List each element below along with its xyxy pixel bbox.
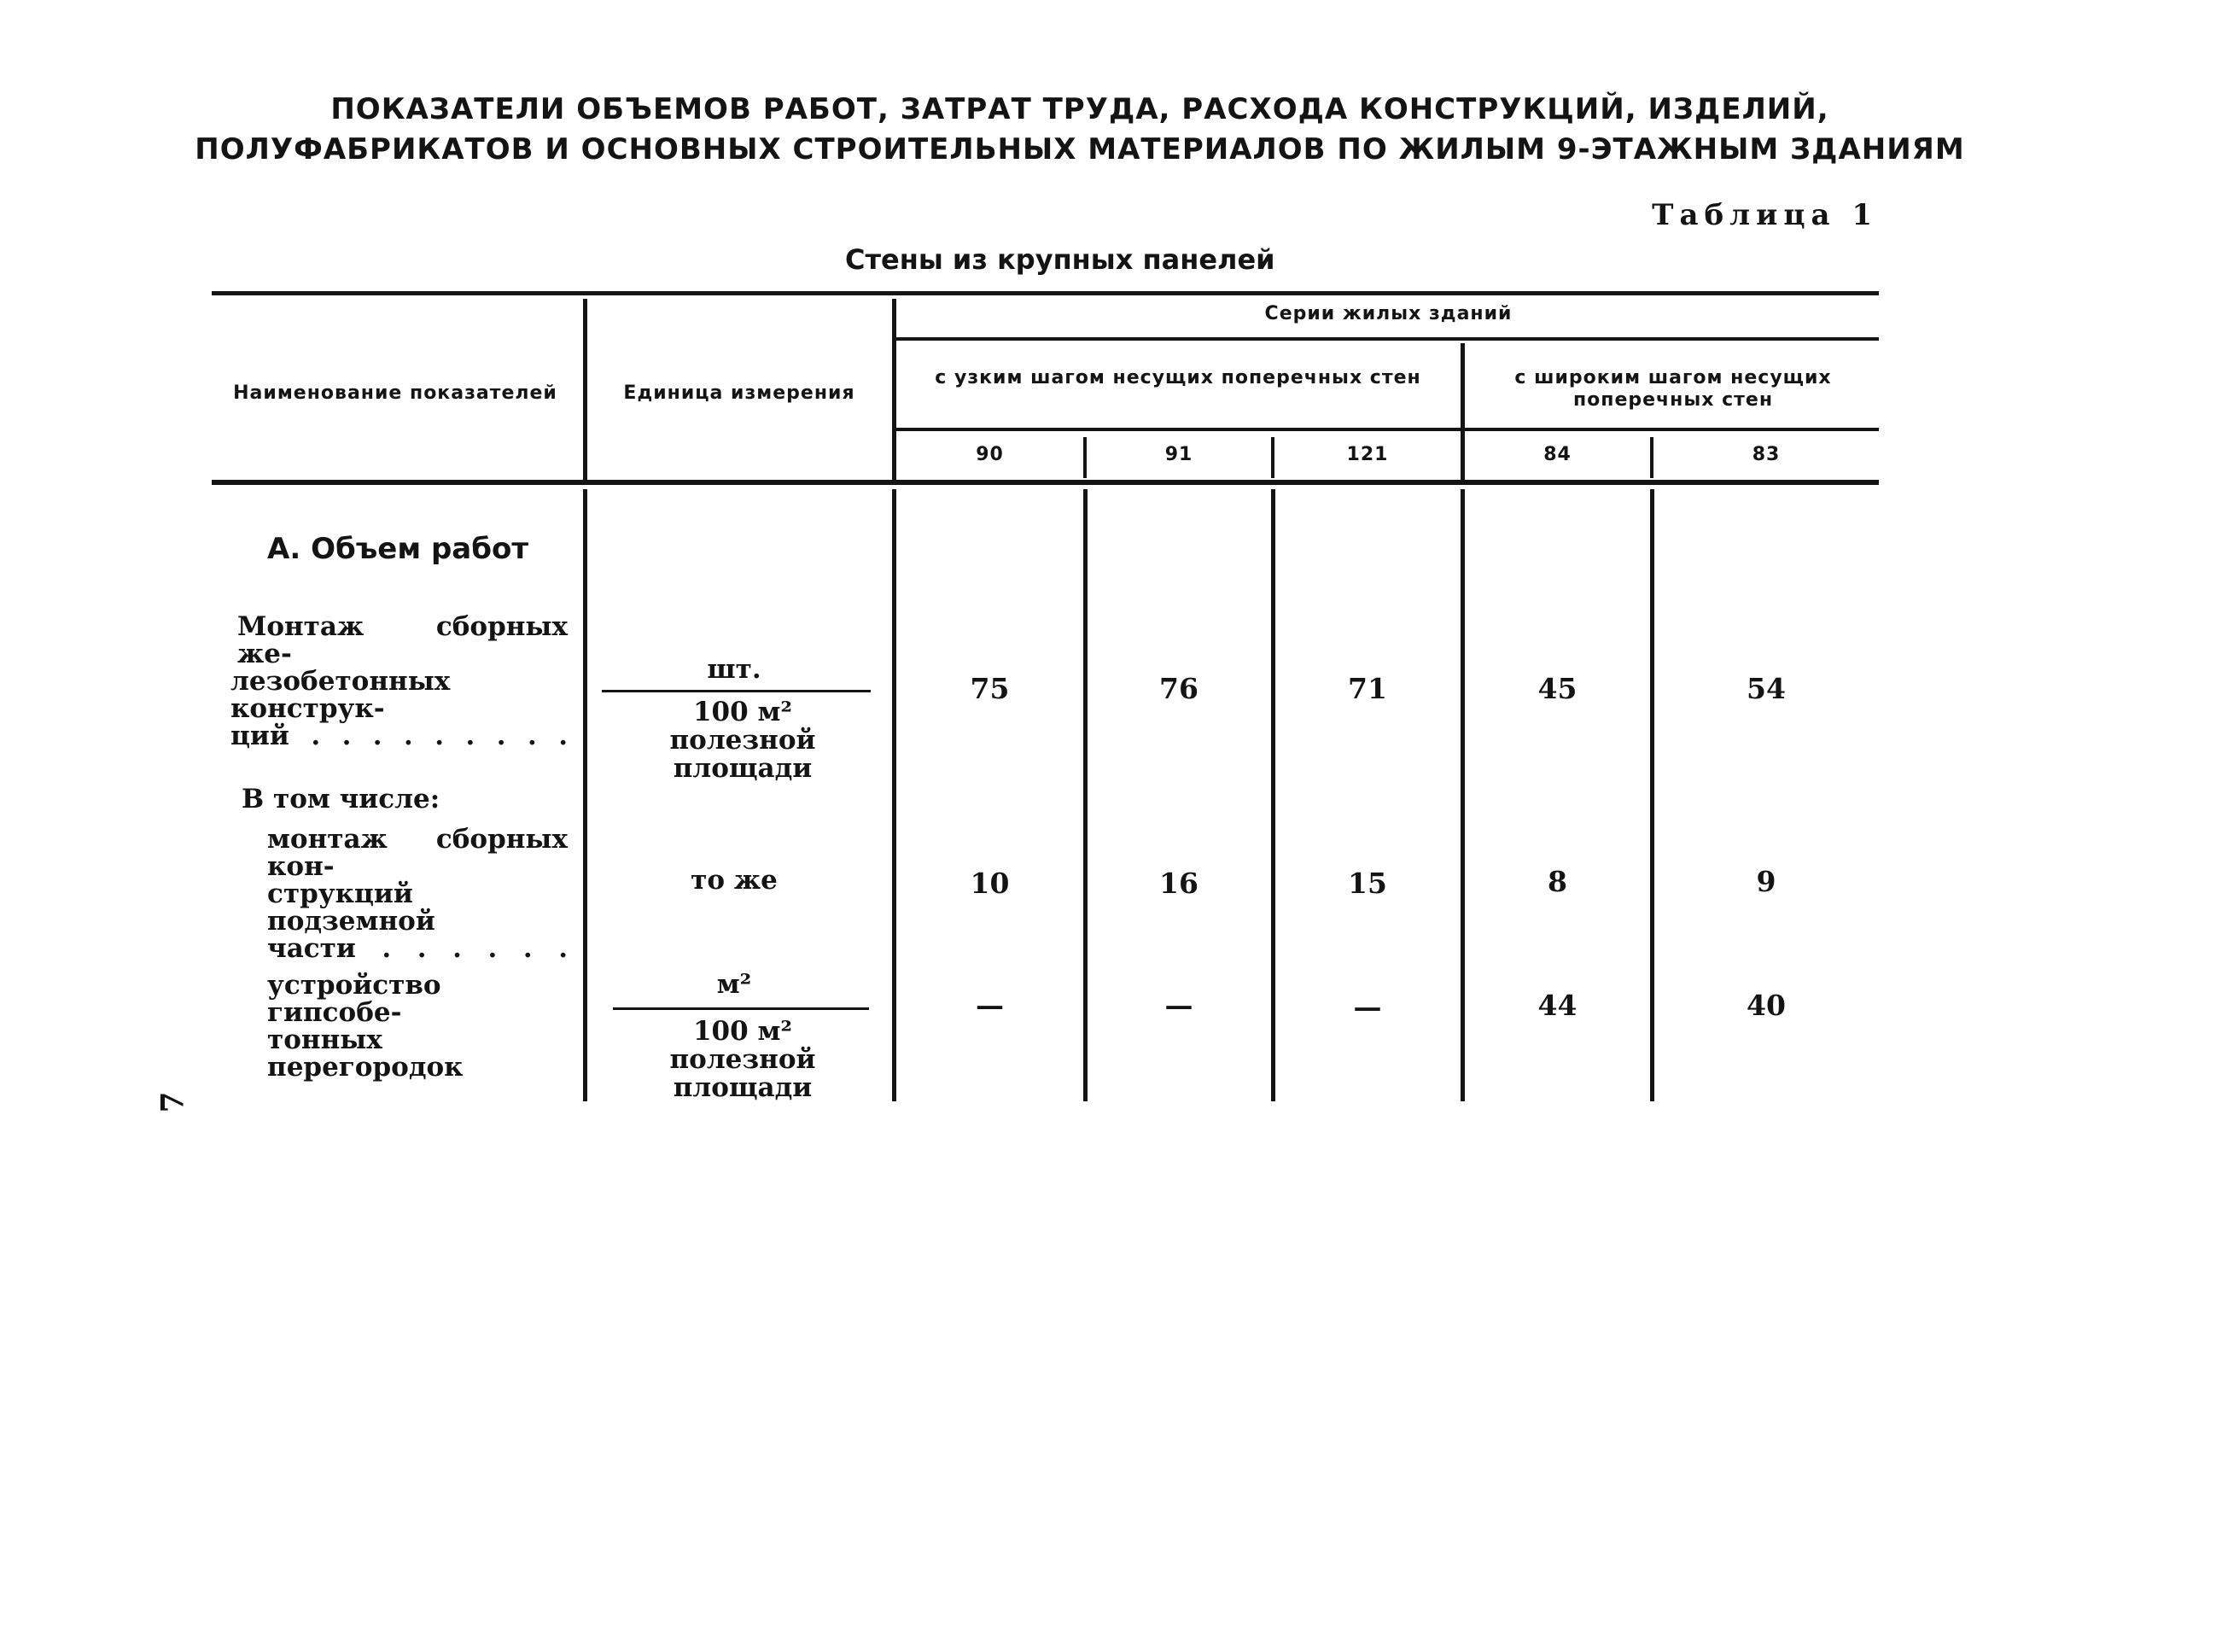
row-3-unit-denominator: 100 м² полезной площади [669, 1016, 816, 1103]
table-top-rule [212, 291, 1879, 295]
row-1-unit-numerator: шт. [707, 654, 761, 685]
row-3-name-line-1: устройство гипсобе- [267, 970, 441, 1028]
row-1-value-91: 76 [1159, 672, 1198, 705]
column-header-name: Наименование показателей [233, 382, 557, 404]
row-2-name-line-2: струкций подземной [267, 879, 435, 937]
row-1-name-line-3: ций . . . . . . . . . [230, 721, 568, 751]
row-3-value-91: — [1164, 989, 1193, 1022]
row-3-unit-fraction-bar [613, 1007, 869, 1010]
series-90: 90 [976, 444, 1004, 465]
column-header-series-group: Серии жилых зданий [1264, 303, 1513, 324]
series-group-rule [896, 337, 1879, 341]
row-3-value-84: 44 [1537, 989, 1578, 1022]
row-3-value-83: 40 [1747, 989, 1786, 1022]
row-2-value-121: 15 [1348, 867, 1387, 900]
column-header-unit: Единица измерения [623, 382, 855, 404]
row-3-value-90: — [976, 989, 1004, 1022]
page-mark: 7 [155, 1091, 191, 1113]
row-2-name-line-1: монтаж сборных кон- [267, 824, 568, 882]
row-3-unit-numerator: м² [716, 969, 752, 1000]
table-subtitle: Стены из крупных панелей [845, 243, 1275, 276]
row-1-unit-denominator: 100 м² полезной площади [669, 697, 816, 784]
row-1-name [230, 613, 568, 750]
row-2-name [267, 826, 568, 962]
row-1-value-83: 54 [1747, 672, 1786, 705]
series-84: 84 [1543, 444, 1572, 465]
body-divider-name-unit [583, 489, 587, 1101]
row-3-value-121: — [1353, 990, 1382, 1024]
row-2-name-line-3: части . . . . . . [267, 933, 568, 964]
series-83: 83 [1752, 444, 1781, 465]
row-1-value-121: 71 [1348, 672, 1387, 705]
subgroup-rule [896, 428, 1879, 431]
series-91: 91 [1164, 444, 1193, 465]
row-1-name-line-2: лезобетонных конструк- [230, 666, 451, 724]
document-title-line-1: ПОКАЗАТЕЛИ ОБЪЕМОВ РАБОТ, ЗАТРАТ ТРУДА, РАСХОДА КОНСТРУКЦИЙ, ИЗДЕЛИЙ, [330, 92, 1829, 126]
row-1-value-90: 75 [970, 672, 1010, 705]
column-header-narrow-group: с узким шагом несущих поперечных стен [935, 367, 1421, 388]
row-2-prefix: В том числе: [242, 784, 440, 814]
header-bottom-rule [212, 480, 1879, 485]
row-1-value-84: 45 [1537, 672, 1578, 705]
column-header-wide-group: с широким шагом несущих поперечных стен [1514, 367, 1832, 411]
table-label: Таблица 1 [1652, 198, 1878, 232]
row-2-value-84: 8 [1548, 865, 1567, 898]
series-121: 121 [1346, 444, 1389, 465]
section-heading: А. Объем работ [267, 532, 529, 566]
row-2-value-91: 16 [1159, 867, 1198, 900]
row-3-name-line-2: тонных перегородок [267, 1024, 464, 1083]
row-2-value-83: 9 [1756, 865, 1776, 898]
document-title-line-2: ПОЛУФАБРИКАТОВ И ОСНОВНЫХ СТРОИТЕЛЬНЫХ МАТЕРИАЛОВ ПО ЖИЛЫМ 9-ЭТАЖНЫМ ЗДАНИЯМ [195, 132, 1965, 166]
row-3-name [267, 972, 568, 1081]
row-1-unit-fraction-bar [602, 690, 871, 692]
row-1-name-line-1: Монтаж сборных же- [237, 611, 568, 669]
row-2-unit: то же [691, 865, 778, 896]
header-divider-name-unit [583, 299, 587, 482]
row-2-value-90: 10 [970, 867, 1010, 900]
